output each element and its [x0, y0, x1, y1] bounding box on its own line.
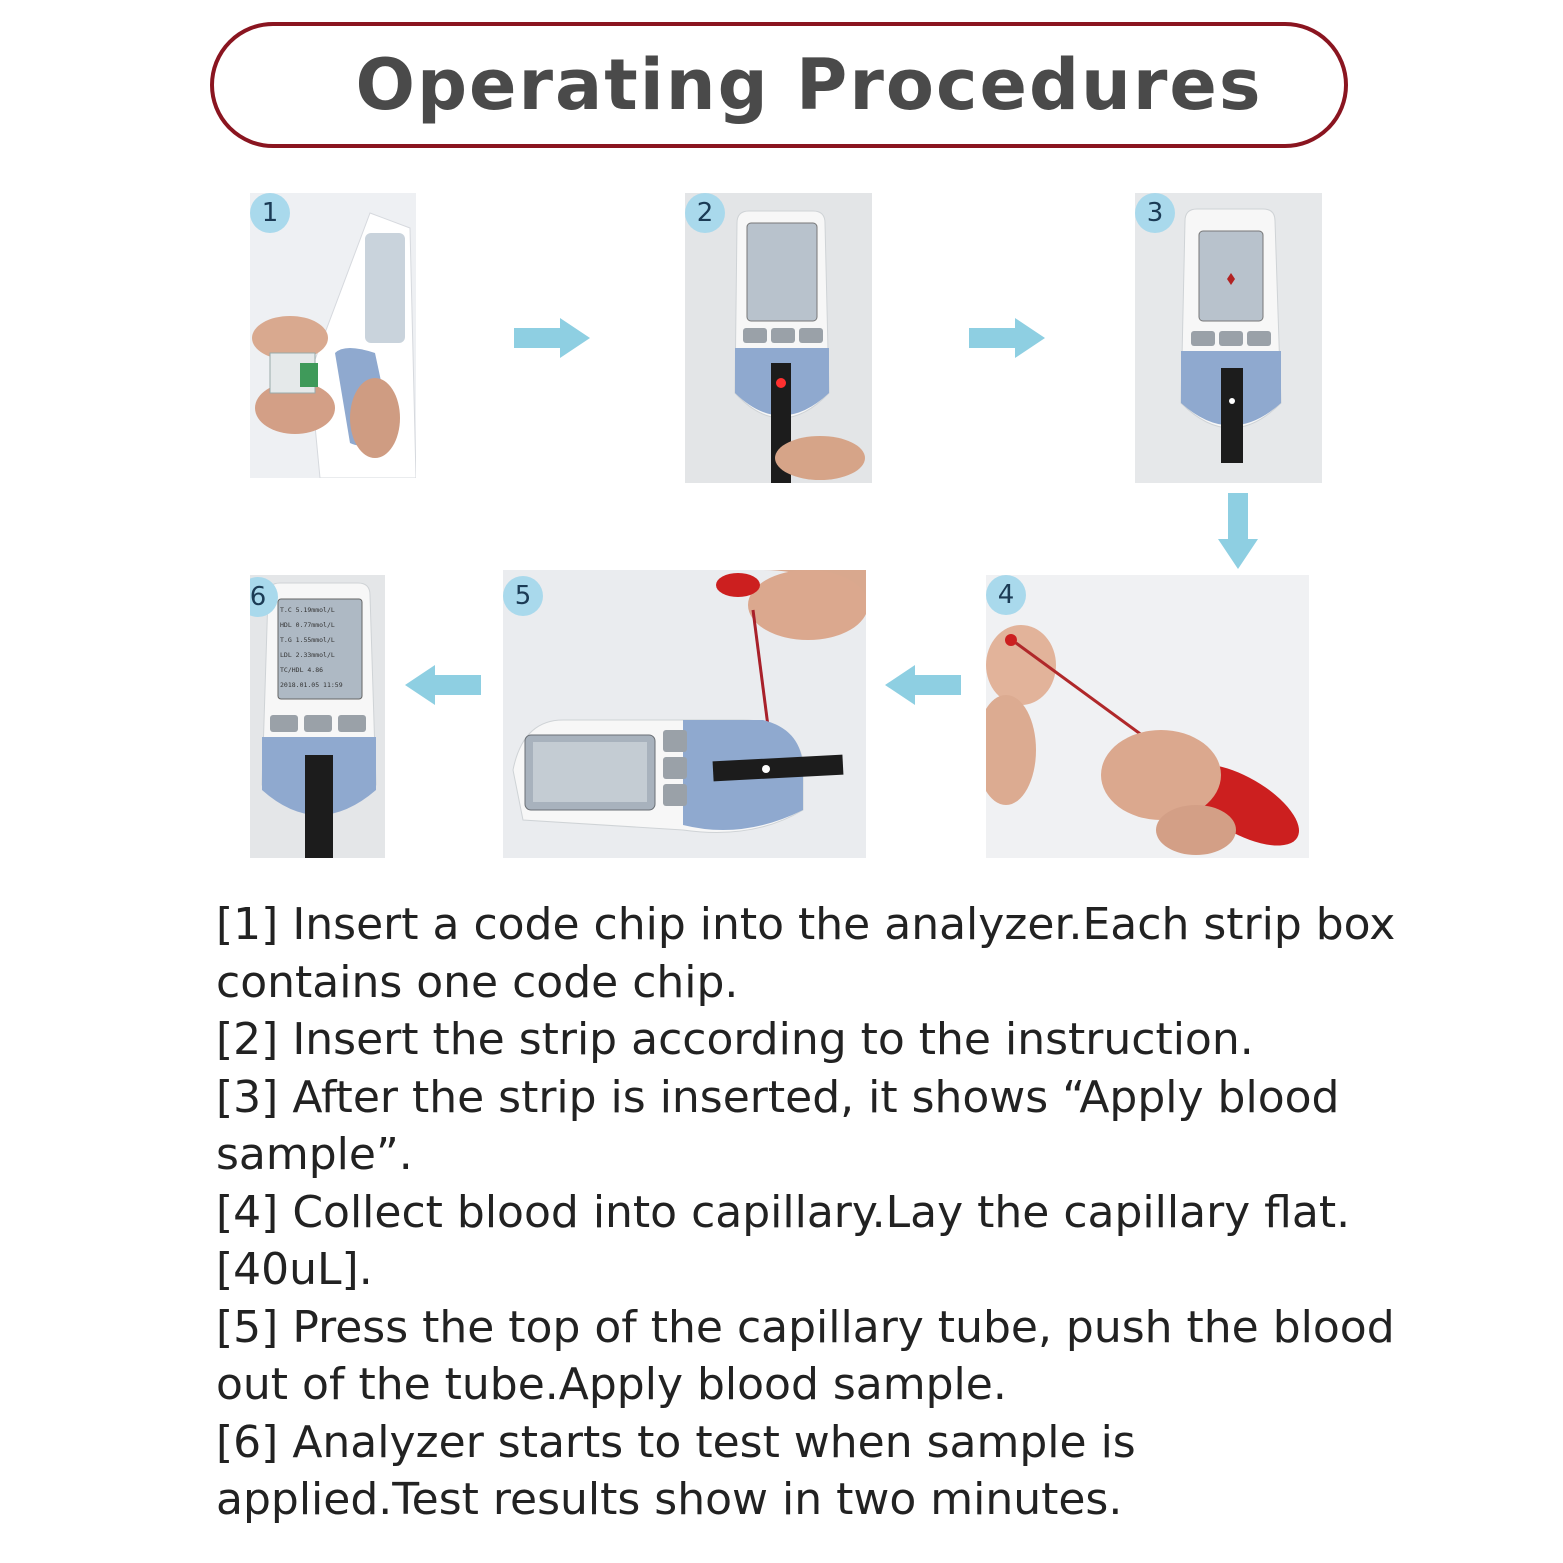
instruction-item: [1] Insert a code chip into the analyzer.Each strip box contains one code chip. [216, 899, 1396, 1008]
step-3-photo [1135, 193, 1322, 483]
instruction-item: [6] Analyzer starts to test when sample is applied.Test results show in two minutes. [216, 1416, 1136, 1525]
instruction-item: [4] Collect blood into capillary.Lay the capillary flat.[40uL]. [216, 1186, 1351, 1295]
step-2-photo [685, 193, 872, 483]
arrow-left-icon [405, 665, 481, 705]
arrow-right-icon [969, 318, 1045, 358]
page-title: Operating Procedures [355, 44, 1263, 126]
readout-row: T.C 5.19mmol/L [280, 606, 335, 614]
step-5-badge: 5 [503, 576, 543, 616]
instruction-item: [5] Press the top of the capillary tube, push the blood out of the tube.Apply blood sample. [216, 1301, 1395, 1410]
step-3-badge: 3 [1135, 193, 1175, 233]
step-2-badge: 2 [685, 193, 725, 233]
arrow-right-icon [514, 318, 590, 358]
step-1-photo [250, 193, 416, 478]
instruction-item: [3] After the strip is inserted, it shows “Apply blood sample”. [216, 1071, 1340, 1180]
readout-row: 2018.01.05 11:59 [280, 681, 343, 689]
readout-row: LDL 2.33mmol/L [280, 651, 335, 659]
step-5-photo [503, 570, 866, 858]
step-3-illustration [1135, 193, 1322, 483]
step-1-illustration [250, 193, 416, 478]
step-4-photo [986, 575, 1309, 858]
step-6-photo [250, 575, 385, 858]
step-2-illustration [685, 193, 872, 483]
step-1-badge: 1 [250, 193, 290, 233]
arrow-left-icon [885, 665, 961, 705]
readout-row: TC/HDL 4.86 [280, 666, 324, 674]
readout-row: HDL 0.77mmol/L [280, 621, 335, 629]
step-5-illustration [503, 570, 866, 858]
step-4-illustration [986, 575, 1309, 858]
step-4-badge: 4 [986, 575, 1026, 615]
instruction-item: [2] Insert the strip according to the instruction. [216, 1014, 1254, 1065]
device-6-screen-readout [280, 603, 360, 693]
readout-row: T.G 1.55mmol/L [280, 636, 335, 644]
instructions-list [216, 896, 1396, 1529]
arrow-down-icon [1218, 493, 1258, 569]
step-6-badge: 6 [250, 577, 278, 617]
